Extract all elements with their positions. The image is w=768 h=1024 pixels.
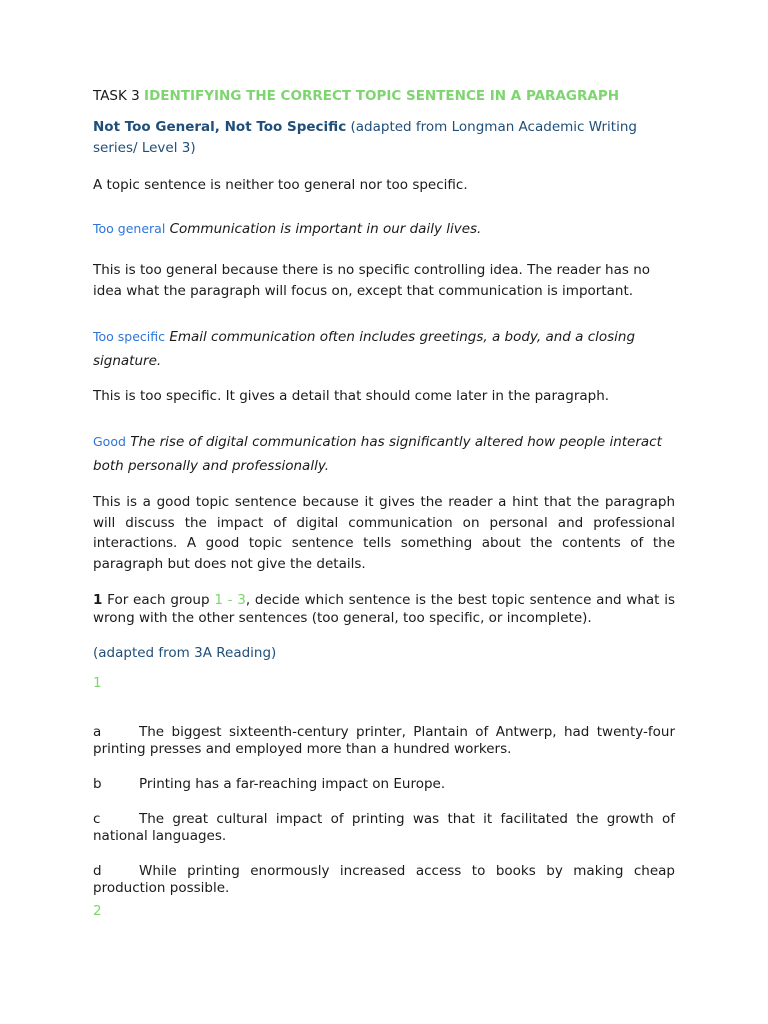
example-sentence: Email communication often includes greetings, a body, and a closing signature. (93, 329, 636, 369)
exercise-instructions (93, 592, 675, 627)
example-sentence: Communication is important in our daily lives. (169, 221, 482, 237)
example-explanation: This is too general because there is no specific controlling idea. The reader has no idea what the paragraph will focus on, except that communication is important. (93, 262, 651, 299)
list-item (93, 863, 675, 898)
exercise-range: 1 - 3 (214, 592, 246, 608)
example-too-general (93, 219, 675, 240)
list-item (93, 776, 675, 794)
list-item (93, 724, 675, 759)
task-heading (93, 86, 675, 107)
example-sentence: The rise of digital communication has significantly altered how people interact both personally and professionally. (93, 434, 662, 474)
item-letter: a (93, 723, 102, 740)
example-label: Too specific (93, 329, 166, 344)
item-text: Printing has a far-reaching impact on Europe. (139, 775, 446, 792)
item-text: The great cultural impact of printing was that it facilitated the growth of national languages. (93, 810, 675, 844)
intro-text: A topic sentence is neither too general nor too specific. (93, 177, 468, 193)
task-title: IDENTIFYING THE CORRECT TOPIC SENTENCE IN A PARAGRAPH (144, 88, 620, 104)
exercise-text-before: For each group (107, 592, 210, 608)
list-item (93, 811, 675, 846)
item-letter: c (93, 810, 101, 827)
subtitle-bold: Not Too General, Not Too Specific (93, 119, 347, 135)
item-text: The biggest sixteenth-century printer, Plantain of Antwerp, had twenty-four printing presses and employed more than a hundred workers. (93, 723, 675, 757)
item-letter: d (93, 862, 102, 879)
group-number: 1 (93, 675, 102, 691)
example-good (93, 430, 675, 478)
exercise-text-after: , decide which sentence is the best topic sentence and what is wrong with the other sentences (too general, too specific, or incomplete). (93, 592, 676, 626)
task-number: TASK 3 (93, 88, 140, 104)
item-text: While printing enormously increased access to books by making cheap production possible. (93, 862, 675, 896)
exercise-source: (adapted from 3A Reading) (93, 645, 277, 661)
example-label: Good (93, 434, 126, 449)
example-explanation: This is too specific. It gives a detail that should come later in the paragraph. (93, 388, 610, 404)
exercise-number: 1 (93, 592, 103, 608)
subtitle (93, 117, 675, 158)
group-number: 2 (93, 903, 102, 919)
example-label: Too general (93, 221, 166, 236)
example-explanation: This is a good topic sentence because it gives the reader a hint that the paragraph will discuss the impact of digital communication on personal and professional interactions. A good topic sentence tells something about the contents of the paragraph but does not give the details. (93, 494, 675, 572)
subtitle-source: (adapted from Longman Academic Writing series/ Level 3) (93, 119, 637, 156)
example-too-specific (93, 325, 675, 373)
item-letter: b (93, 775, 102, 792)
